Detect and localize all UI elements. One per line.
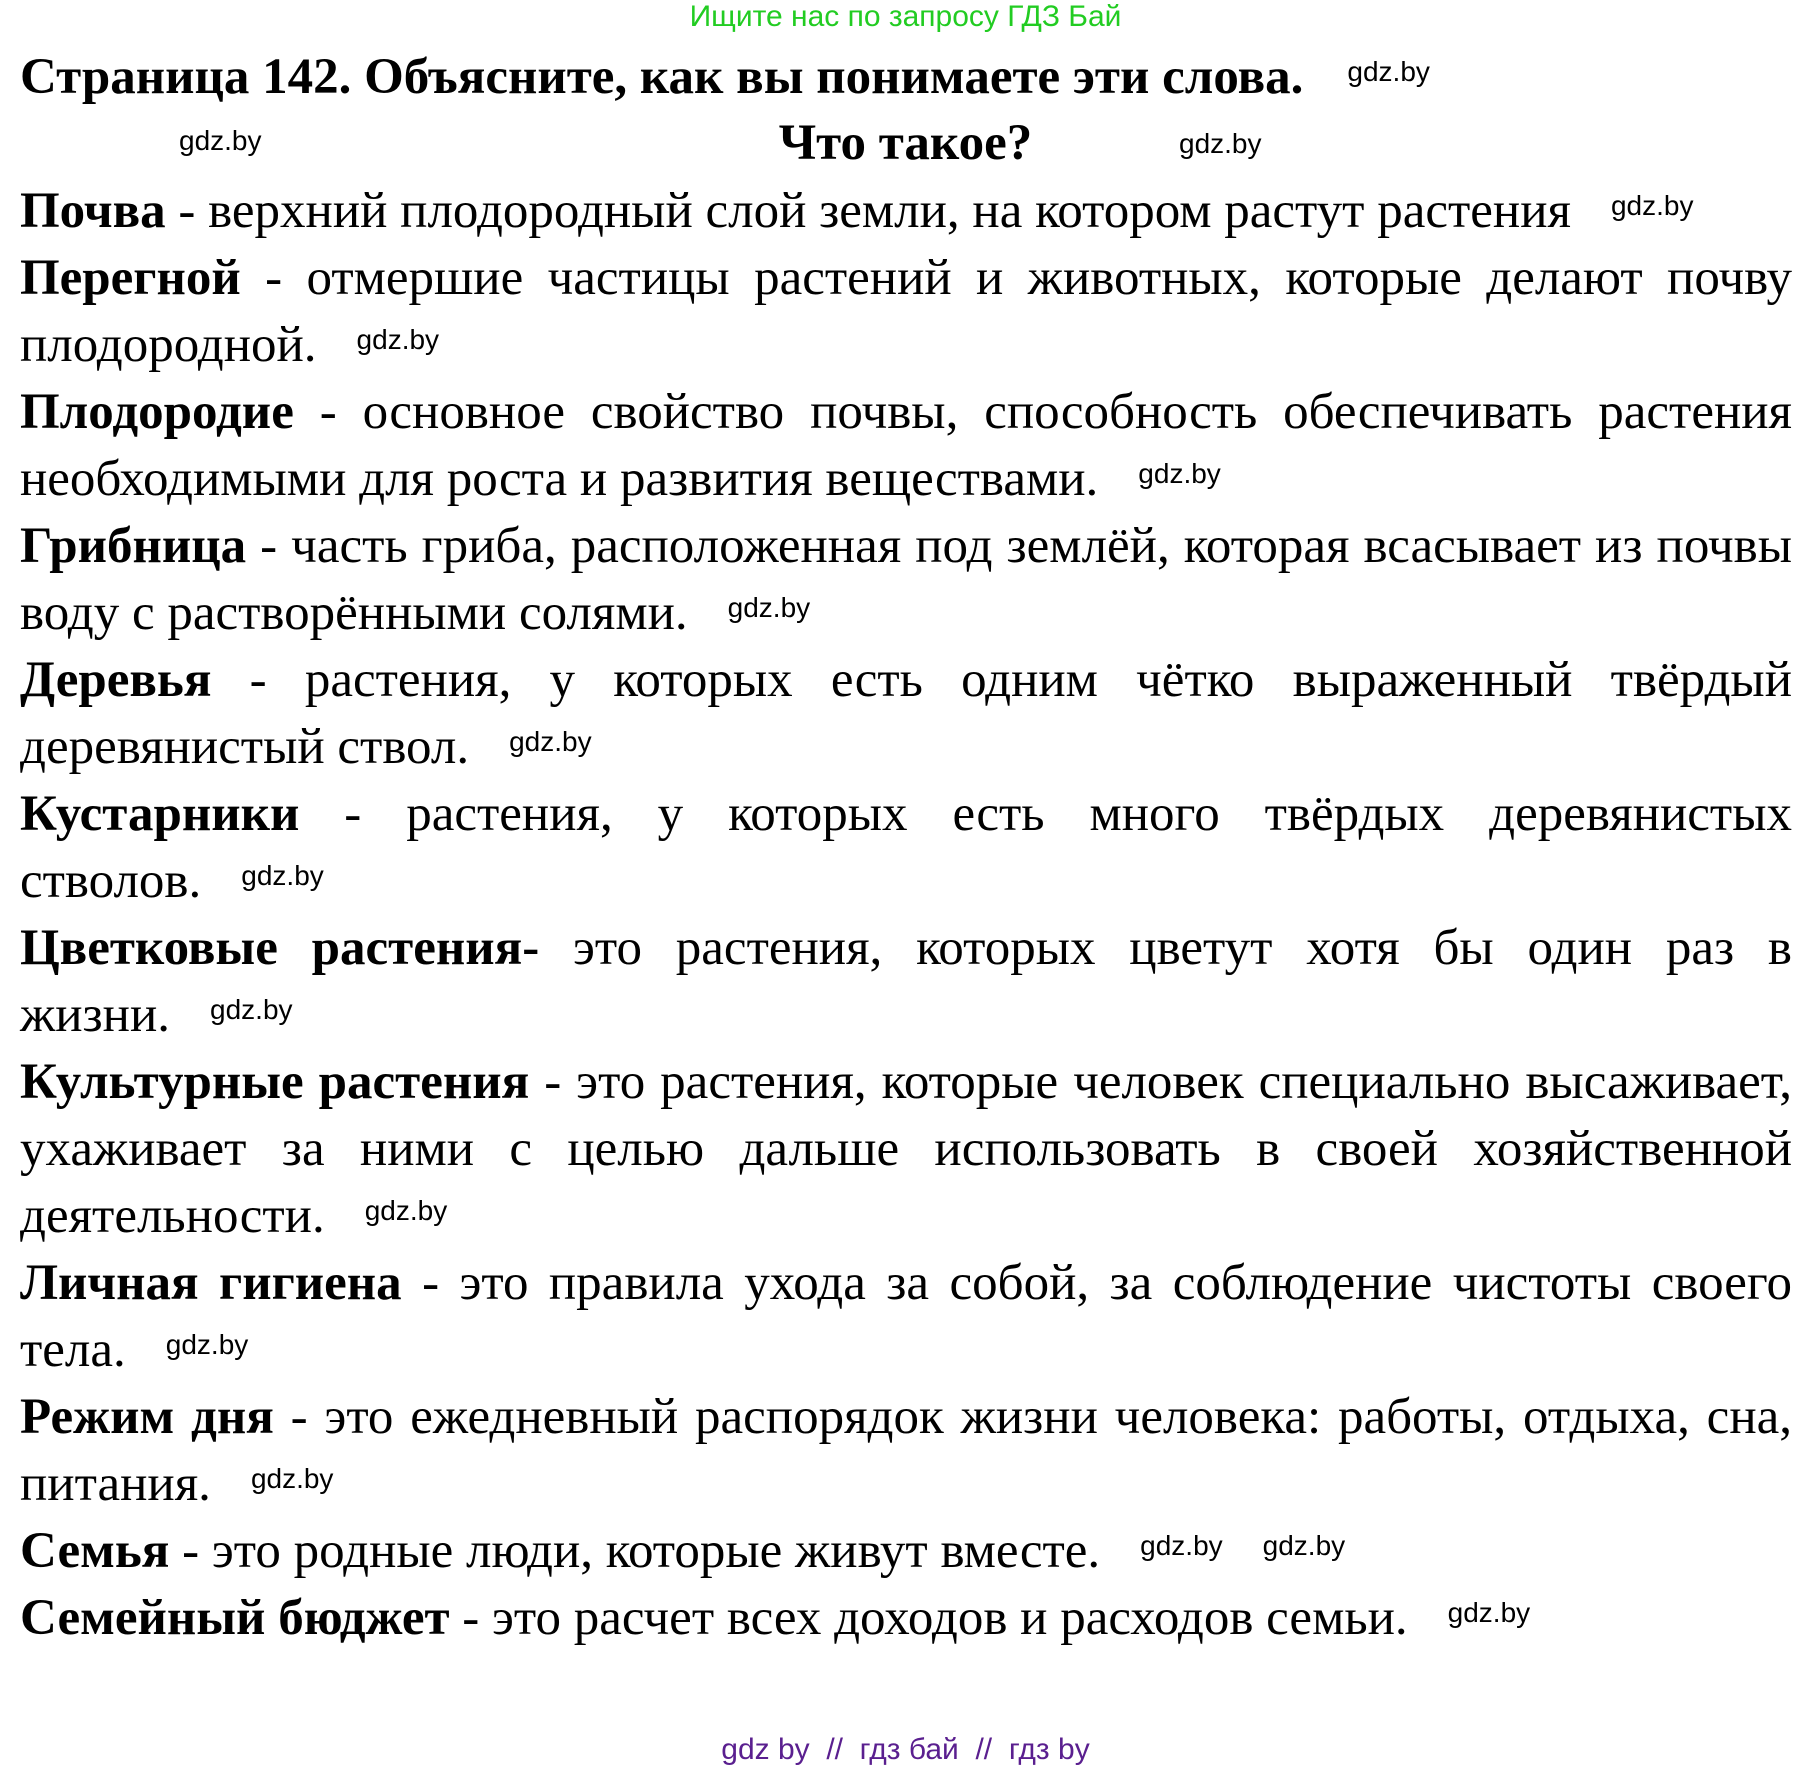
term: Цветковые растения- — [20, 920, 540, 976]
definition — [20, 647, 1792, 781]
definition — [20, 781, 1792, 915]
definition — [20, 245, 1792, 379]
watermark: gdz.by — [364, 1195, 448, 1226]
footer-links: gdz by // гдз бай // гдз by — [721, 1733, 1090, 1766]
definition — [20, 379, 1792, 513]
term: Режим дня — [20, 1389, 274, 1445]
watermark: gdz.by — [165, 1329, 249, 1360]
term: Семья — [20, 1523, 170, 1579]
definition-text: - это правила ухода за собой, за соблюдение чистоты своего тела. — [20, 1255, 1792, 1378]
definitions-list — [20, 178, 1792, 1652]
page-title-row — [20, 44, 1430, 111]
definition — [20, 915, 1792, 1049]
watermark: gdz.by — [241, 860, 324, 891]
watermark: gdz.by — [179, 125, 262, 156]
header-banner: Ищите нас по запросу ГДЗ Бай — [689, 0, 1122, 33]
term: Культурные растения — [20, 1054, 530, 1110]
definition-text: - верхний плодородный слой земли, на котором растут растения — [165, 183, 1571, 239]
watermark: gdz.by — [1347, 56, 1430, 87]
term: Грибница — [20, 518, 247, 574]
term: Деревья — [20, 652, 212, 708]
watermark: gdz.by — [1447, 1597, 1531, 1628]
term: Семейный бюджет — [20, 1590, 450, 1646]
term: Перегной — [20, 250, 241, 306]
term: Почва — [20, 183, 166, 239]
definition — [20, 178, 1792, 245]
watermark: gdz.by — [250, 1463, 334, 1494]
term: Личная гигиена — [20, 1255, 402, 1311]
definition-text: - растения, у которых есть одним чётко выраженный твёрдый деревянистый ствол. — [20, 652, 1792, 775]
definition-text: - основное свойство почвы, способность обеспечивать растения необходимыми для роста и развития веществами. — [20, 384, 1792, 507]
definition-text: - это ежедневный распорядок жизни человека: работы, отдыха, сна, питания. — [20, 1389, 1792, 1512]
watermark: gdz.by — [509, 726, 592, 757]
definition-text: - это растения, которые человек специально высаживает, ухаживает за ними с целью дальше использовать в своей хозяйственной деятельности. — [20, 1054, 1792, 1244]
definition — [20, 1250, 1792, 1384]
watermark: gdz.by — [356, 324, 440, 355]
definition — [20, 1585, 1792, 1652]
watermark: gdz.by — [1138, 458, 1221, 489]
definition-text: - отмершие частицы растений и животных, которые делают почву плодородной. — [20, 250, 1792, 373]
watermark: gdz.by — [727, 592, 811, 623]
definition-text: - это родные люди, которые живут вместе. — [169, 1523, 1101, 1579]
page-title: Страница 142. Объясните, как вы понимаете эти слова. — [20, 49, 1304, 105]
term: Плодородие — [20, 384, 294, 440]
definition-text: - это расчет всех доходов и расходов семьи. — [449, 1590, 1408, 1646]
watermark: gdz.by — [1262, 1530, 1346, 1561]
definition-text: - растения, у которых есть много твёрдых деревянистых стволов. — [20, 786, 1792, 909]
watermark: gdz.by — [210, 994, 293, 1025]
watermark: gdz.by — [1179, 128, 1262, 159]
definition — [20, 1518, 1792, 1585]
section-subtitle: Что такое? — [778, 115, 1033, 171]
watermark: gdz.by — [1140, 1530, 1223, 1561]
definition-text: это растения, которых цветут хотя бы один раз в жизни. — [20, 920, 1793, 1043]
watermark: gdz.by — [1610, 190, 1694, 221]
definition — [20, 1049, 1792, 1250]
definition-text: - часть гриба, расположенная под землёй, которая всасывает из почвы воду с растворёнными солями. — [20, 518, 1792, 641]
term: Кустарники — [20, 786, 300, 842]
definition — [20, 1384, 1792, 1518]
definition — [20, 513, 1792, 647]
